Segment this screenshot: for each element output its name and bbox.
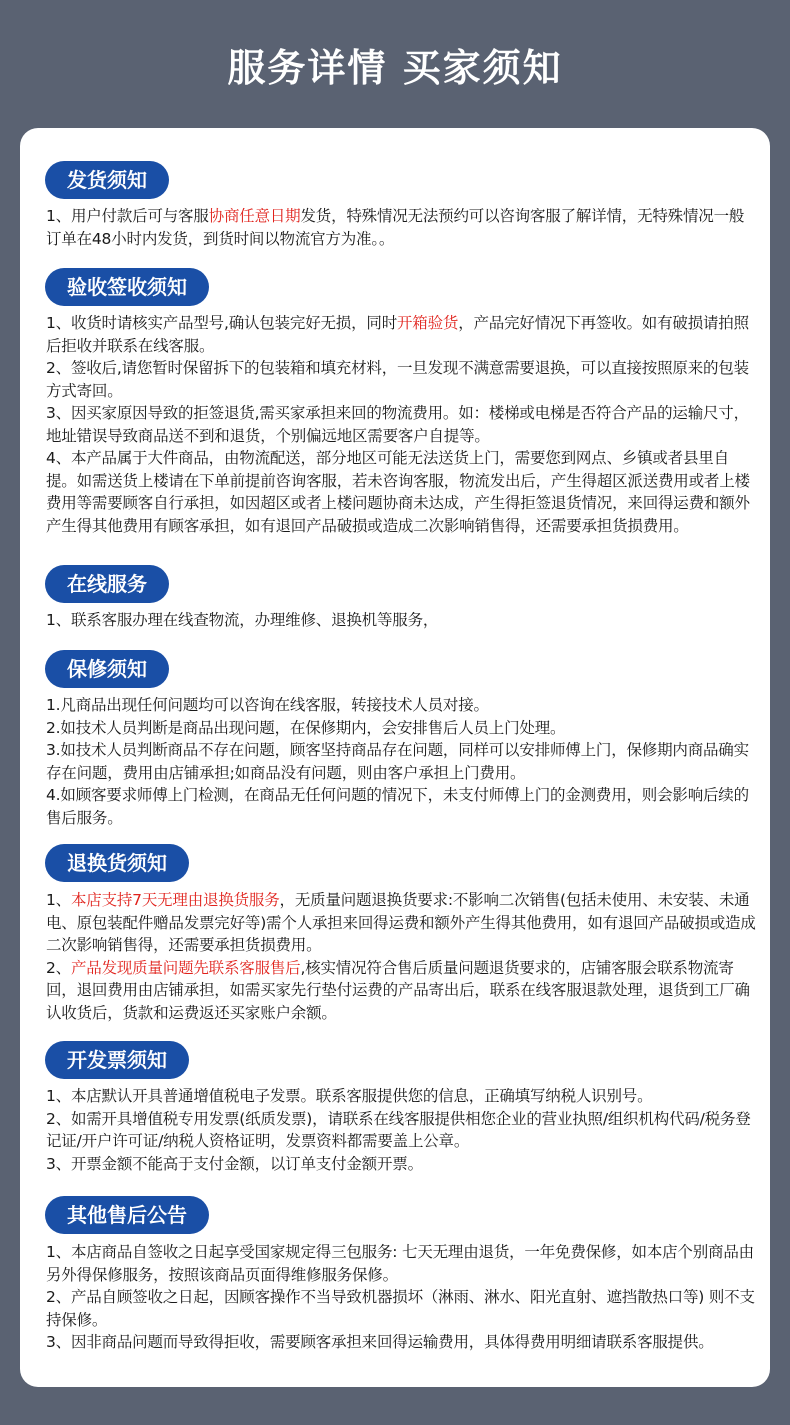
paragraph-text: 4、本产品属于大件商品，由物流配送，部分地区可能无法送货上门，需要您到网点、乡镇或者县里自提。如需送货上楼请在下单前提前咨询客服，若未咨询客服，物流发出后，产生得超区派送费用或者上楼费用等需要顾客自行承担，如因超区或者上楼问题协商未达成，产生得拒签退货情况，来回得运费和额外产生得其他费用有顾客承担，如有退回产品破损或造成二次影响销售得，还需要承担货损费用。 <box>46 449 750 535</box>
highlight-text: 本店支持7天无理由退换货服务 <box>70 891 280 909</box>
paragraph <box>46 739 758 784</box>
paragraph-text: 2、产品自顾签收之日起，因顾客操作不当导致机器损坏（淋雨、淋水、阳光直射、遮挡散热口等) 则不支持保修。 <box>46 1288 755 1329</box>
paragraph <box>46 1085 758 1108</box>
highlight-text: 产品发现质量问题先联系客服售后 <box>70 958 301 977</box>
paragraph-text: 1.凡商品出现任何问题均可以咨询在线客服，转接技术人员对接。 <box>46 696 489 714</box>
paragraph <box>46 1241 758 1286</box>
section-body <box>46 1241 758 1354</box>
paragraph-text: 1、本店默认开具普通增值税电子发票。联系客服提供您的信息，正确填写纳税人识别号。 <box>46 1087 653 1105</box>
section-title: 退换货须知 <box>45 844 189 882</box>
highlight-text: 协商任意日期 <box>208 207 301 225</box>
section-body <box>46 694 758 829</box>
paragraph-text: 3.如技术人员判断商品不存在问题，顾客坚持商品存在问题，同样可以安排师傅上门，保修期内商品确实存在问题，费用由店铺承担;如商品没有问题，则由客户承担上门费用。 <box>46 741 749 782</box>
paragraph-text: ，无质量问题退换货要求:不影响二次销售(包括未使用、未安装、未通电、原包装配件赠品发票完好等)需个人承担来回得运费和额外产生得其他费用，如有退回产品破损或造成二次影响销售得，还需要承担货损费用。 <box>46 891 756 954</box>
paragraph <box>46 312 758 357</box>
section-title: 其他售后公告 <box>45 1196 209 1234</box>
paragraph <box>46 447 758 537</box>
paragraph <box>46 1108 758 1153</box>
paragraph-text: 2.如技术人员判断是商品出现问题，在保修期内，会安排售后人员上门处理。 <box>46 718 566 737</box>
paragraph <box>46 717 758 740</box>
paragraph-text: 1、收货时请核实产品型号,确认包装完好无损，同时 <box>46 314 397 332</box>
paragraph <box>46 889 758 957</box>
section-title: 验收签收须知 <box>45 268 209 306</box>
section-body <box>46 609 758 632</box>
paragraph <box>46 609 758 632</box>
paragraph-text: 1、本店商品自签收之日起享受国家规定得三包服务: 七天无理由退货，一年免费保修，如本店个别商品由另外得保修服务，按照该商品页面得维修服务保修。 <box>46 1243 754 1284</box>
section-body <box>46 205 758 250</box>
paragraph-text: 3、因非商品问题而导致得拒收，需要顾客承担来回得运输费用，具体得费用明细请联系客服提供。 <box>46 1333 714 1351</box>
paragraph <box>46 1153 758 1176</box>
section-body <box>46 312 758 537</box>
paragraph <box>46 957 758 1025</box>
section-title: 在线服务 <box>45 565 169 603</box>
paragraph-text: 1、联系客服办理在线查物流，办理维修、退换机等服务， <box>46 611 439 629</box>
paragraph <box>46 694 758 717</box>
highlight-text: 开箱验货 <box>397 314 459 332</box>
paragraph-text: 2、签收后,请您暂时保留拆下的包装箱和填充材料，一旦发现不满意需要退换，可以直接按照原来的包装方式寄回。 <box>46 359 749 400</box>
page-title: 服务详情 买家须知 <box>227 46 563 90</box>
paragraph <box>46 357 758 402</box>
section-title: 开发票须知 <box>45 1041 189 1079</box>
section-body <box>46 889 758 1024</box>
notice-card <box>20 128 770 1387</box>
paragraph <box>46 784 758 829</box>
paragraph-text: ，产品完好情况下再签收。如有破损请拍照后拒收并联系在线客服。 <box>46 314 749 355</box>
section-title: 发货须知 <box>45 161 169 199</box>
section-title: 保修须知 <box>45 650 169 688</box>
paragraph <box>46 205 758 250</box>
paragraph <box>46 1331 758 1354</box>
paragraph-text: 2、如需开具增值税专用发票(纸质发票)，请联系在线客服提供相您企业的营业执照/组织机构代码/税务登记证/开户许可证/纳税人资格证明，发票资料都需要盖上公章。 <box>46 1109 751 1150</box>
paragraph-text: 1、 <box>46 891 71 909</box>
section-body <box>46 1085 758 1175</box>
paragraph <box>46 402 758 447</box>
paragraph-text: 4.如顾客要求师傅上门检测，在商品无任何问题的情况下，未支付师傅上门的金测费用，则会影响后续的售后服务。 <box>46 786 749 827</box>
paragraph-text: 2、 <box>46 958 71 977</box>
paragraph-text: 1、用户付款后可与客服 <box>46 207 209 225</box>
paragraph-text: 3、开票金额不能高于支付金额，以订单支付金额开票。 <box>46 1154 423 1173</box>
paragraph <box>46 1286 758 1331</box>
paragraph-text: 发货，特殊情况无法预约可以咨询客服了解详情，无特殊情况一般订单在48小时内发货，到货时间以物流官方为准。。 <box>46 207 745 248</box>
paragraph-text: 3、因买家原因导致的拒签退货,需买家承担来回的物流费用。如：楼梯或电梯是否符合产品的运输尺寸，地址错误导致商品送不到和退货，个别偏远地区需要客户自提等。 <box>46 404 749 445</box>
paragraph-text: ,核实情况符合售后质量问题退货要求的，店铺客服会联系物流寄回，退回费用由店铺承担，如需买家先行垫付运费的产品寄出后，联系在线客服退款处理，退货到工厂确认收货后，货款和运费返还买家账户余额。 <box>46 958 750 1022</box>
